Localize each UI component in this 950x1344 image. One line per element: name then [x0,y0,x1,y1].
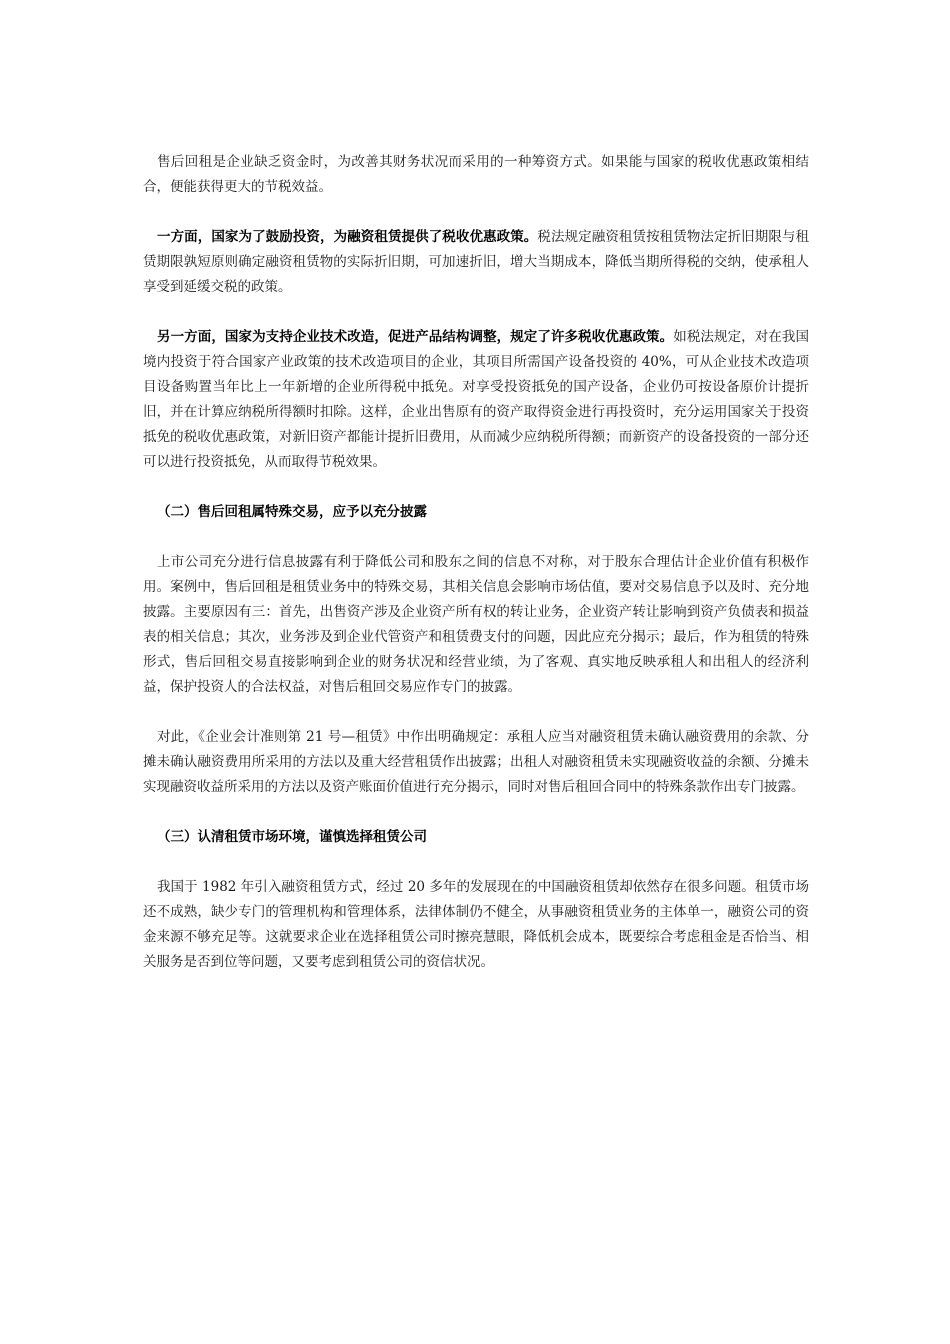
paragraph-lead: 一方面，国家为了鼓励投资，为融资租赁提供了税收优惠政策。 [157,229,538,245]
paragraph-accelerated-depreciation [143,225,809,300]
section-heading-disclosure: （二）售后回租属特殊交易，应予以充分披露 [157,504,427,520]
paragraph-investment-credit [143,325,809,475]
paragraph-intro [143,150,809,200]
paragraph-lead: 另一方面，国家为支持企业技术改造，促进产品结构调整，规定了许多税收优惠政策。 [157,329,674,345]
paragraph-leasing-market [143,875,809,975]
paragraph-text: 税法规定融资租赁按租赁物法定折旧期限与租赁期限孰短原则确定融资租赁物的实际折旧期，可加速折旧，增大当期成本，降低当期所得税的交纳，使承租人享受到延缓交税的政策。 [143,229,810,295]
paragraph-accounting-standard [143,725,809,800]
document-body [143,150,809,1000]
paragraph-text: 如税法规定，对在我国境内投资于符合国家产业政策的技术改造项目的企业，其项目所需国产设备投资的 40%，可从企业技术改造项目设备购置当年比上一年新增的企业所得税中抵免。对享受投资抵免的国产设备，企业仍可按设备原价计提折旧，并在计算应纳税所得额时扣除。这样，企业出售原有的资产取得资金进行再投资时，充分运用国家关于投资抵免的税收优惠政策，对新旧资产都能计提折旧费用，从而减少应纳税所得额；而新资产的设备投资的一部分还可以进行投资抵免，从而取得节税效果。 [143,329,810,470]
paragraph-text: 售后回租是企业缺乏资金时，为改善其财务状况而采用的一种筹资方式。如果能与国家的税收优惠政策相结合，便能获得更大的节税效益。 [143,154,809,195]
paragraph-text: 对此，《企业会计准则第 21 号—租赁》中作出明确规定：承租人应当对融资租赁未确认融资费用的余款、分摊未确认融资费用所采用的方法以及重大经营租赁作出披露；出租人对融资租赁未实现融资收益的余额、分摊未实现融资收益所采用的方法以及资产账面价值进行充分揭示，同时对售后租回合同中的特殊条款作出专门披露。 [143,729,809,795]
paragraph-text: 我国于 1982 年引入融资租赁方式，经过 20 多年的发展现在的中国融资租赁却依然存在很多问题。租赁市场还不成熟，缺少专门的管理机构和管理体系，法律体制仍不健全，从事融资租赁业务的主体单一，融资公司的资金来源不够充足等。这就要求企业在选择租赁公司时擦亮慧眼，降低机会成本，既要综合考虑租金是否恰当、相关服务是否到位等问题，又要考虑到租赁公司的资信状况。 [143,879,809,970]
paragraph-text: 上市公司充分进行信息披露有利于降低公司和股东之间的信息不对称，对于股东合理估计企业价值有积极作用。案例中，售后回租是租赁业务中的特殊交易，其相关信息会影响市场估值，要对交易信息予以及时、充分地披露。主要原因有三：首先，出售资产涉及企业资产所有权的转让业务，企业资产转让影响到资产负债表和损益表的相关信息；其次，业务涉及到企业代管资产和租赁费支付的问题，因此应充分揭示；最后，作为租赁的特殊形式，售后回租交易直接影响到企业的财务状况和经营业绩，为了客观、真实地反映承租人和出租人的经济利益，保护投资人的合法权益，对售后租回交易应作专门的披露。 [143,554,809,695]
section-heading-leasing-market: （三）认清租赁市场环境，谨慎选择租赁公司 [157,829,427,845]
paragraph-disclosure-reasons [143,550,809,700]
